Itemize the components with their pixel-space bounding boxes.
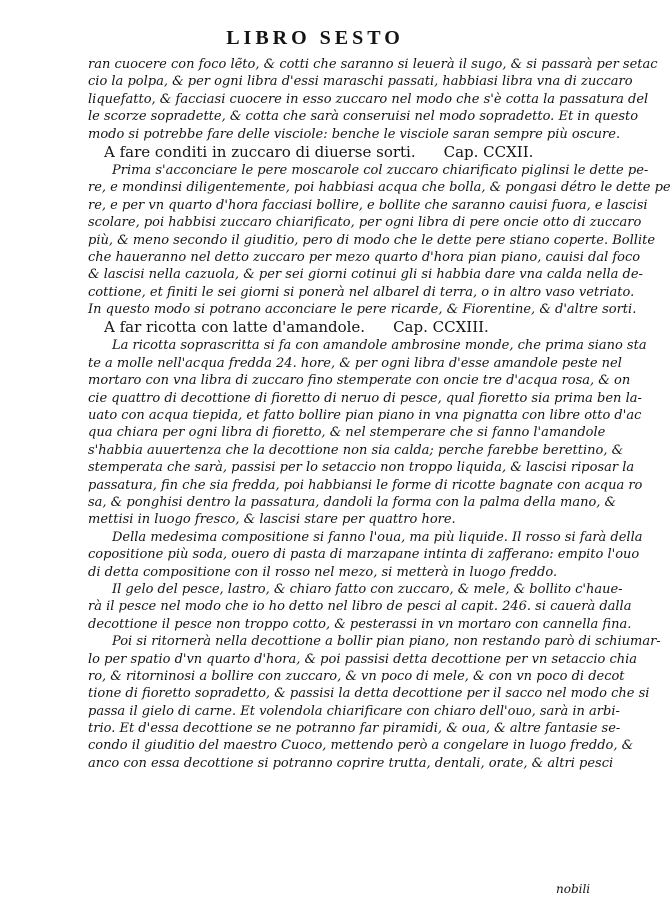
chapter-number: Cap. CCXII.	[443, 142, 534, 161]
text-line: passa il gielo di carne. Et volendola chiarificare con chiaro dell'ouo, sarà in arbi-	[88, 703, 620, 719]
text-line: & lascisi nella cazuola, & per sei giorni cotinui gli si habbia dare vna calda nella de-	[88, 267, 643, 283]
text-line: mettisi in luogo fresco, & lascisi stare per quattro hore.	[88, 512, 456, 528]
text-line: qua chiara per ogni libra di fioretto, & nel stemperare che si fanno l'amandole	[88, 425, 606, 441]
text-line: tione di fioretto sopradetto, & passisi la detta decottione per il sacco nel modo che si	[88, 686, 650, 702]
text-line: che haueranno nel detto zuccaro per mezo quarto d'hora pian piano, cauisi dal foco	[88, 249, 641, 265]
text-line: liquefatto, & facciasi cuocere in esso zuccaro nel modo che s'è cotta la passatura del	[88, 91, 649, 107]
chapter-heading	[88, 143, 604, 162]
text-line: s'habbia auuertenza che la decottione non sia calda; perche farebbe berettino, &	[88, 442, 624, 458]
chapter-title: A far ricotta con latte d'amandole.	[104, 318, 366, 337]
text-line: modo si potrebbe fare delle visciole: benche le visciole saran sempre più oscure.	[88, 126, 621, 142]
text-line: In questo modo si potrano acconciare le pere ricarde, & Fiorentine, & d'altre sorti.	[88, 302, 637, 318]
text-line: Il gelo del pesce, lastro, & chiaro fatto con zuccaro, & mele, & bollito c'haue-	[112, 581, 623, 597]
text-line: re, e per vn quarto d'hora facciasi bollire, e bollite che saranno cauisi fuora, e lascisi	[88, 197, 648, 213]
running-head: LIBRO SESTO	[226, 27, 404, 49]
text-line: di detta compositione con il rosso nel mezo, si metterà in luogo freddo.	[88, 564, 558, 580]
text-line: Prima s'acconciare le pere moscarole col zuccaro chiarificato piglinsi le dette pe-	[112, 162, 649, 178]
text-body	[88, 56, 671, 772]
text-line: lo per spatio d'vn quarto d'hora, & poi passisi detta decottione per vn setaccio chia	[88, 651, 638, 667]
text-line: te a molle nell'acqua fredda 24. hore, & per ogni libra d'esse amandole peste nel	[88, 355, 622, 371]
text-line: scolare, poi habbisi zuccaro chiarificato, per ogni libra di pere oncie otto di zuccaro	[88, 215, 642, 231]
text-line: ro, & ritorninosi a bollire con zuccaro, & vn poco di mele, & con vn poco di decot	[88, 668, 625, 684]
text-line: cottione, et finiti le sei giorni si ponerà nel albarel di terra, o in altro vaso vetriato.	[88, 284, 635, 300]
text-line: anco con essa decottione si potranno coprire trutta, dentali, orate, & altri pesci	[88, 755, 614, 771]
chapter-title: A fare conditi in zuccaro di diuerse sorti.	[104, 142, 416, 161]
text-line: re, e mondinsi diligentemente, poi habbiasi acqua che bolla, & pongasi détro le dette pe	[88, 180, 671, 196]
text-line: La ricotta soprascritta si fa con amandole ambrosine monde, che prima siano sta	[112, 338, 647, 354]
text-line: rà il pesce nel modo che io ho detto nel libro de pesci al capit. 246. si cauerà dalla	[88, 599, 632, 615]
text-line: Poi si ritornerà nella decottione a bollir pian piano, non restando parò di schiumar-	[112, 634, 661, 650]
text-line: trio. Et d'essa decottione se ne potranno far piramidi, & oua, & altre fantasie se-	[88, 721, 621, 737]
text-line: uato con acqua tiepida, et fatto bollire pian piano in vna pignatta con libre otto d'ac	[88, 408, 642, 424]
text-line: le scorze sopradette, & cotta che sarà conseruisi nel modo sopradetto. Et in questo	[88, 109, 639, 125]
chapter-heading	[88, 318, 604, 337]
text-line: decottione il pesce non troppo cotto, & pesterassi in vn mortaro con cannella fina.	[88, 616, 632, 632]
text-line: più, & meno secondo il giuditio, pero di modo che le dette pere stiano coperte. Bollite	[88, 232, 656, 248]
text-line: mortaro con vna libra di zuccaro fino stemperate con oncie tre d'acqua rosa, & on	[88, 373, 631, 389]
chapter-number: Cap. CCXIII.	[393, 318, 489, 337]
text-line: sa, & ponghisi dentro la passatura, dandoli la forma con la palma della mano, &	[88, 494, 617, 510]
text-line: cie quattro di decottione di fioretto di neruo di pesce, qual fioretto sia prima ben la-	[88, 390, 642, 406]
text-line: stemperata che sarà, passisi per lo setaccio non troppo liquida, & lascisi riposar la	[88, 460, 635, 476]
text-line: passatura, fin che sia fredda, poi habbiansi le forme di ricotte bagnate con acqua ro	[88, 477, 643, 493]
catchword: nobili	[556, 882, 591, 896]
text-line: cio la polpa, & per ogni libra d'essi maraschi passati, habbiasi libra vna di zuccaro	[88, 74, 633, 90]
text-line: ran cuocere con foco lẽto, & cotti che saranno si leuerà il sugo, & si passarà per setac	[88, 57, 658, 72]
text-line: condo il giuditio del maestro Cuoco, mettendo però a congelare in luogo freddo, &	[88, 738, 634, 754]
text-line: copositione più soda, ouero di pasta di marzapane intinta di zafferano: empito l'ouo	[88, 547, 640, 563]
text-line: Della medesima compositione si fanno l'oua, ma più liquide. Il rosso si farà della	[112, 529, 643, 545]
